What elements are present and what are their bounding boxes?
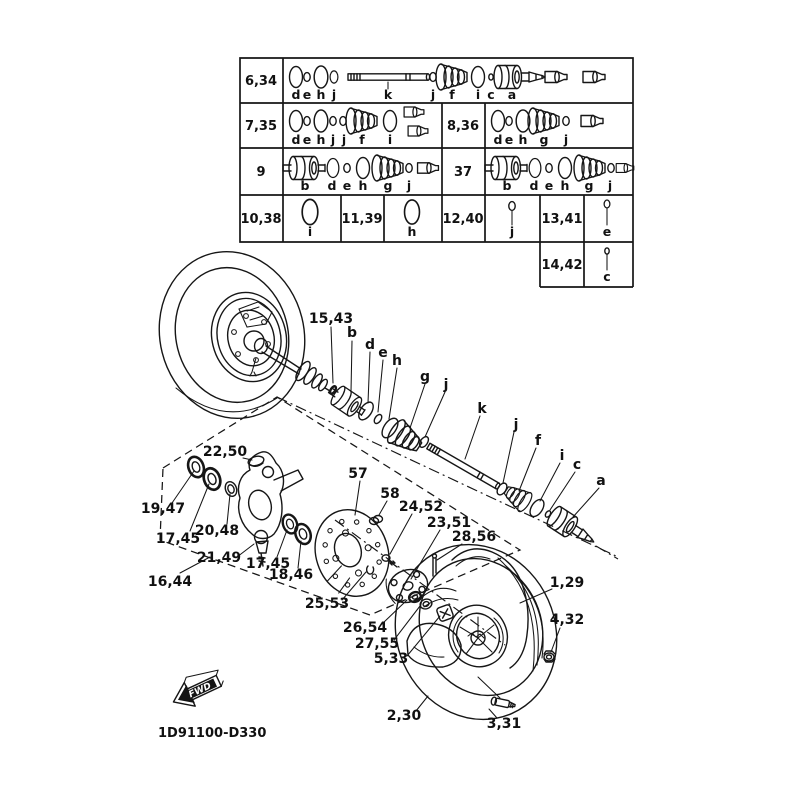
front-wheel (142, 236, 322, 434)
part-letter: h (316, 87, 326, 102)
cv-boot-f (500, 481, 534, 514)
front-wheel-spoke-holes (232, 314, 271, 363)
washer-26-54 (408, 590, 423, 603)
callout-h: h (392, 353, 402, 369)
steering-knuckle-group (185, 452, 313, 566)
callout-28-56: 28,56 (451, 529, 497, 545)
callout-57: 57 (348, 466, 368, 482)
callout-e: e (378, 345, 388, 361)
part-letter: j (563, 132, 569, 147)
part-letter: b (502, 178, 512, 193)
callout-3-31: 3,31 (486, 716, 522, 732)
cv-boot-g (384, 417, 426, 458)
part-letter: d (529, 178, 539, 193)
callout-22-50: 22,50 (202, 444, 248, 460)
part-letter: g (539, 132, 549, 147)
part-letter: h (358, 178, 368, 193)
seal-17-45-right (280, 513, 300, 536)
callout-g: g (419, 369, 431, 385)
callout-k: k (477, 401, 487, 417)
valve-3-31 (491, 697, 516, 710)
callout-f: f (534, 433, 542, 449)
part-letter: h (316, 132, 326, 147)
part-letter: g (584, 178, 594, 193)
part-letter: e (544, 178, 554, 193)
callout-4-32: 4,32 (549, 612, 585, 628)
callout-17-45-b: 17,45 (245, 556, 291, 572)
callout-i: i (559, 448, 565, 464)
part-letter: j (406, 178, 412, 193)
part-letter: i (475, 87, 481, 102)
callout-a: a (596, 473, 606, 489)
callout-21-49: 21,49 (196, 550, 242, 566)
outer-cv-joint-a (545, 505, 600, 552)
drawing-number: 1D91100-D330 (158, 726, 267, 741)
part-letter: d (493, 132, 503, 147)
group-ref: 8,36 (446, 119, 480, 134)
callout-26-54: 26,54 (342, 620, 388, 636)
callout-25-53: 25,53 (304, 596, 350, 612)
part-letter: j (330, 132, 336, 147)
group-ref: 9 (256, 165, 266, 180)
callout-24-52: 24,52 (398, 499, 444, 515)
part-letter: k (383, 87, 393, 102)
part-letter: e (302, 132, 312, 147)
bolt-24-52 (382, 555, 397, 567)
part-letter: d (327, 178, 337, 193)
callout-17-45-a: 17,45 (155, 531, 201, 547)
nut-cage-5-33 (436, 604, 454, 622)
group-ref: 7,35 (244, 119, 278, 134)
nut-4-32 (544, 651, 555, 662)
part-letter: j (341, 132, 347, 147)
part-letter: f (359, 132, 365, 147)
callout-5-33: 5,33 (373, 651, 409, 667)
part-letter: j (607, 178, 613, 193)
ring-20-48 (223, 480, 238, 498)
parts-table (240, 58, 634, 287)
row2-right-part-glyphs (492, 108, 604, 134)
part-letter: j (509, 224, 515, 239)
part-letter: f (449, 87, 455, 102)
callout-j-inner: j (443, 377, 449, 393)
part-letter: e (602, 224, 612, 239)
part-letter: h (407, 224, 417, 239)
callout-15-43: 15,43 (308, 311, 354, 327)
part-letter: g (383, 178, 393, 193)
part-letter: h (518, 132, 528, 147)
seal-18-46 (293, 522, 314, 546)
group-ref: 10,38 (240, 212, 282, 227)
callout-1-29: 1,29 (549, 575, 585, 591)
callout-20-48: 20,48 (194, 523, 240, 539)
group-ref: 14,42 (541, 258, 583, 273)
callout-c: c (572, 457, 582, 473)
group-ref: 37 (453, 165, 473, 180)
callout-58: 58 (380, 486, 400, 502)
part-letter: b (300, 178, 310, 193)
cotter-pin-28-56 (433, 554, 437, 576)
callout-23-51: 23,51 (426, 515, 472, 531)
brake-disc-57 (304, 500, 400, 606)
part-letter: h (560, 178, 570, 193)
callout-19-47: 19,47 (140, 501, 186, 517)
callout-2-30: 2,30 (386, 708, 422, 724)
group-ref: 12,40 (442, 212, 484, 227)
axle-tip-centerline (596, 546, 618, 559)
ring-e (373, 413, 384, 425)
part-letter: j (430, 87, 436, 102)
callout-16-44: 16,44 (147, 574, 193, 590)
group-ref: 11,39 (341, 212, 383, 227)
part-letter: c (487, 87, 495, 102)
part-letter: d (291, 87, 301, 102)
clip-25-53 (367, 566, 374, 574)
fwd-direction-marker (166, 664, 228, 714)
part-letter: e (302, 87, 312, 102)
part-letter: d (291, 132, 301, 147)
part-letter: j (331, 87, 337, 102)
callout-27-55: 27,55 (354, 636, 400, 652)
part-letter: i (387, 132, 393, 147)
group-ref: 6,34 (244, 74, 278, 89)
row1-part-glyphs (290, 64, 606, 90)
part-letter: e (342, 178, 352, 193)
fwd-label: FWD (187, 681, 214, 701)
part-letter: c (603, 269, 611, 284)
axle-shaft-k (427, 443, 501, 489)
knuckle-dashed-box (160, 397, 520, 615)
callout-j-outer: j (513, 417, 519, 433)
part-letter: a (507, 87, 517, 102)
row5-part-glyphs (605, 248, 609, 270)
callout-18-46: 18,46 (268, 567, 314, 583)
part-letter: i (307, 224, 313, 239)
group-ref: 13,41 (541, 212, 583, 227)
callout-b: b (346, 325, 358, 341)
part-letter: e (504, 132, 514, 147)
callout-d: d (364, 337, 376, 353)
